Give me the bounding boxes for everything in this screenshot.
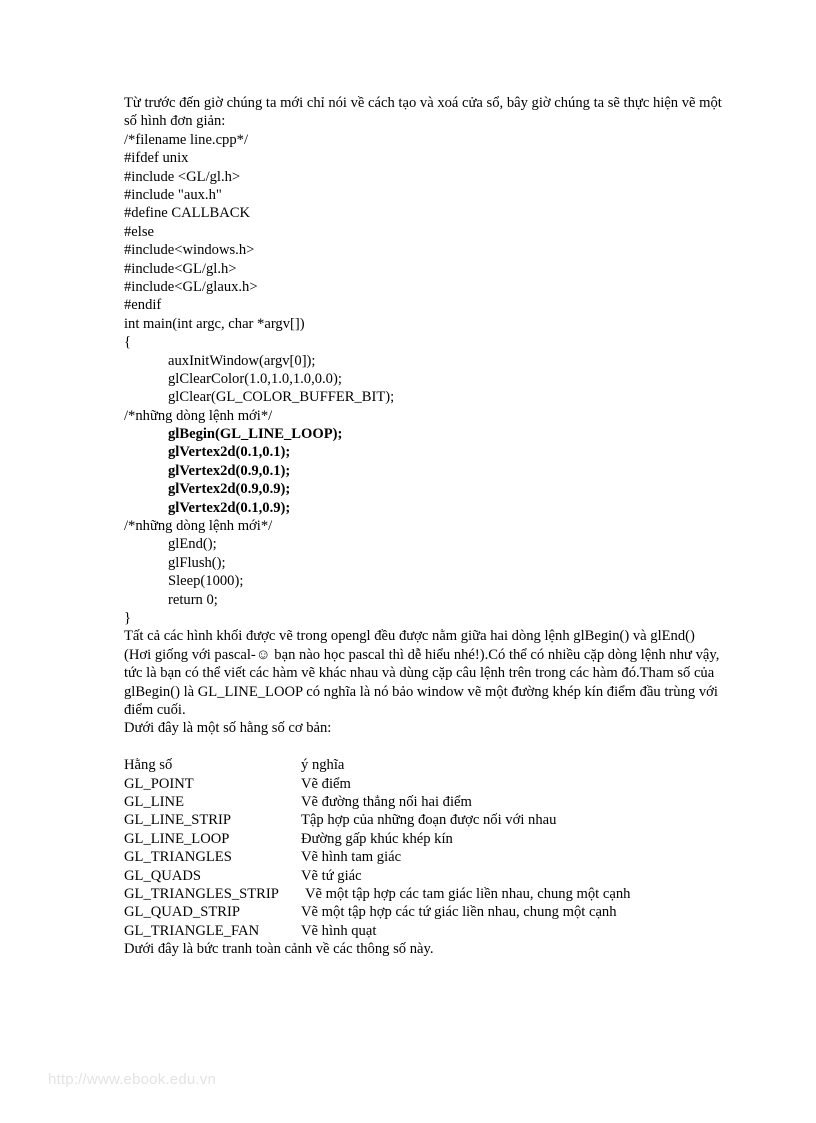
constant-meaning: Vẽ đường thẳng nối hai điểm: [301, 793, 472, 810]
code-line: #ifdef unix: [124, 150, 189, 167]
code-line: return 0;: [168, 591, 218, 608]
constant-name: GL_QUADS: [124, 867, 202, 884]
code-line: Sleep(1000);: [168, 573, 244, 590]
table-row: [124, 885, 724, 903]
code-line: }: [124, 609, 132, 626]
footer-watermark-url: http://www.ebook.edu.vn: [48, 1071, 217, 1088]
code-line: #endif: [124, 297, 162, 314]
code-line-highlighted: glBegin(GL_LINE_LOOP);: [168, 426, 343, 443]
code-line: /*filename line.cpp*/: [124, 131, 249, 148]
constant-meaning: Tập hợp của những đoạn được nối với nhau: [301, 812, 557, 829]
constant-meaning: Vẽ tứ giác: [301, 867, 362, 884]
code-line: {: [124, 334, 132, 351]
table-row: [124, 775, 724, 793]
constant-name: GL_POINT: [124, 775, 194, 792]
code-line: #include "aux.h": [124, 186, 222, 203]
code-line: glClear(GL_COLOR_BUFFER_BIT);: [168, 389, 395, 406]
code-block: [124, 131, 724, 628]
constant-name: GL_LINE_STRIP: [124, 812, 232, 829]
constant-meaning: Đường gấp khúc khép kín: [301, 830, 453, 847]
explanation-paragraph: Tất cả các hình khối được vẽ trong opengl đều được nằm giữa hai dòng lệnh glBegin() và glEnd() (Hơi giống với pascal-☺ bạn nào học pascal thì dễ hiểu nhé!).Có thể có nhiều cặp dòng lệnh như vậy, tức là bạn có thể viết các hàm vẽ khác nhau và dùng cặp câu lệnh trên trong các hàm đó.Tham số của glBegin() là GL_LINE_LOOP có nghĩa là nó bảo window vẽ một đường khép kín điểm đầu trùng với điểm cuối.: [124, 628, 720, 718]
constant-meaning: Vẽ một tập hợp các tam giác liền nhau, chung một cạnh: [305, 885, 631, 902]
code-line: glFlush();: [168, 554, 226, 571]
table-row: [124, 830, 724, 848]
code-line: #define CALLBACK: [124, 205, 251, 222]
code-line: #include<windows.h>: [124, 242, 255, 259]
closing-sentence: Dưới đây là bức tranh toàn cảnh về các thông số này.: [124, 941, 434, 958]
code-line: #else: [124, 223, 154, 240]
constant-name: GL_TRIANGLE_FAN: [124, 922, 260, 939]
code-line: glEnd();: [168, 536, 217, 553]
table-row: [124, 867, 724, 885]
code-line-highlighted: glVertex2d(0.1,0.1);: [168, 444, 291, 461]
constant-name: GL_LINE_LOOP: [124, 830, 230, 847]
table-intro: Dưới đây là một số hằng số cơ bản:: [124, 720, 332, 737]
code-line: glClearColor(1.0,1.0,1.0,0.0);: [168, 370, 342, 387]
table-row: [124, 903, 724, 921]
header-constant: Hằng số: [124, 757, 173, 774]
constant-name: GL_TRIANGLES_STRIP: [124, 885, 279, 902]
constant-meaning: Vẽ hình quạt: [301, 922, 377, 939]
table-row: [124, 848, 724, 866]
code-comment: /*những dòng lệnh mới*/: [124, 518, 273, 535]
constant-meaning: Vẽ hình tam giác: [301, 849, 402, 866]
code-line-highlighted: glVertex2d(0.1,0.9);: [168, 499, 291, 516]
table-row: [124, 922, 724, 940]
code-line-highlighted: glVertex2d(0.9,0.9);: [168, 481, 291, 498]
code-line: #include<GL/glaux.h>: [124, 278, 258, 295]
header-meaning: ý nghĩa: [301, 757, 345, 774]
code-comment: /*những dòng lệnh mới*/: [124, 407, 273, 424]
constant-name: GL_LINE: [124, 793, 184, 810]
table-header: [124, 756, 724, 774]
code-line: #include <GL/gl.h>: [124, 168, 241, 185]
constant-meaning: Vẽ một tập hợp các tứ giác liền nhau, chung một cạnh: [301, 904, 617, 921]
table-row: [124, 793, 724, 811]
code-line: #include<GL/gl.h>: [124, 260, 237, 277]
constants-table: [124, 756, 724, 940]
code-line: auxInitWindow(argv[0]);: [168, 352, 316, 369]
table-row: [124, 811, 724, 829]
code-line: int main(int argc, char *argv[]): [124, 315, 305, 332]
document-page: [124, 94, 724, 958]
constant-meaning: Vẽ điểm: [301, 775, 351, 792]
intro-paragraph: Từ trước đến giờ chúng ta mới chỉ nói về cách tạo và xoá cửa sổ, bây giờ chúng ta sẽ thực hiện vẽ một số hình đơn giản:: [124, 95, 722, 130]
constant-name: GL_TRIANGLES: [124, 849, 232, 866]
constant-name: GL_QUAD_STRIP: [124, 904, 240, 921]
blank-line: [124, 738, 724, 756]
code-line-highlighted: glVertex2d(0.9,0.1);: [168, 462, 291, 479]
